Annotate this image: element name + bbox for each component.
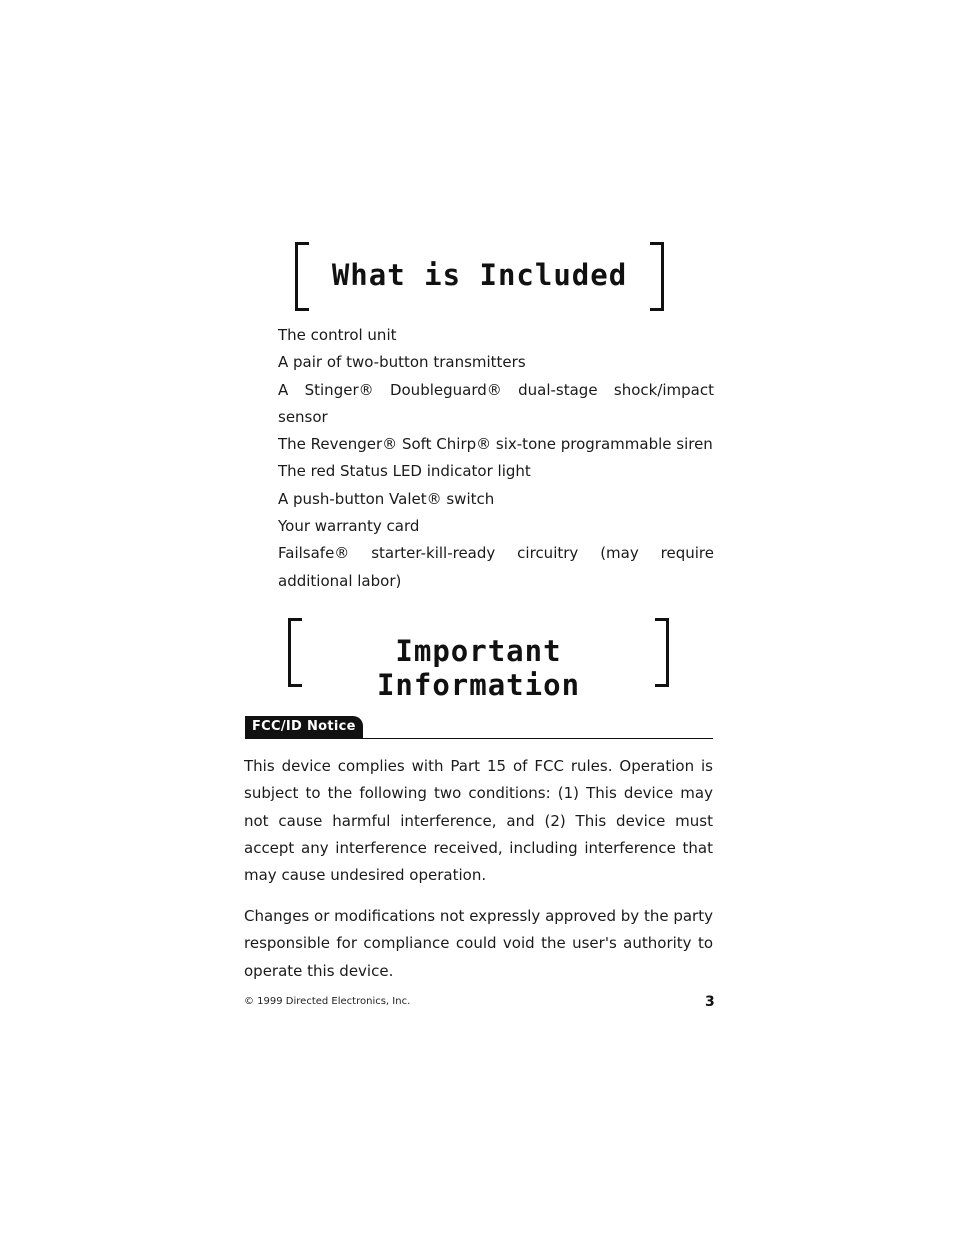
right-bracket (650, 242, 664, 311)
list-item: Your warranty card (278, 517, 420, 536)
modifications-paragraph: Changes or modifications not expressly approved by the party responsible for compliance could void the user's authority to operate this device. (244, 907, 713, 980)
notice-divider (245, 738, 713, 739)
list-item: A Stinger® Doubleguard® dual-stage shock/impact sensor (278, 380, 714, 426)
list-item: The control unit (278, 326, 397, 344)
page-number: 3 (705, 994, 715, 1010)
fcc-notice-tab: FCC/ID Notice (245, 716, 363, 738)
what-is-included-heading (295, 242, 664, 311)
important-information-heading (288, 618, 669, 702)
list-item: A push-button Valet® switch (278, 489, 495, 508)
fcc-compliance-paragraph: This device complies with Part 15 of FCC rules. Operation is subject to the following two conditions: (1) This device may not cause harmful interference, and (2) This device must accept any interference received, including interference that may cause undesired operation. (244, 757, 713, 885)
list-item: The Revenger® Soft Chirp® six-tone programmable siren (278, 435, 713, 454)
list-item: Failsafe® starter-kill-ready circuitry (may require additional labor) (278, 544, 714, 590)
copyright-notice: © 1999 Directed Electronics, Inc. (244, 996, 411, 1007)
right-bracket (655, 618, 669, 687)
list-item: A pair of two-button transmitters (278, 353, 526, 372)
section-title: Important Information (376, 634, 581, 702)
section-title: What is Included (331, 258, 628, 292)
list-item: The red Status LED indicator light (278, 462, 531, 481)
included-items-list (278, 322, 714, 595)
